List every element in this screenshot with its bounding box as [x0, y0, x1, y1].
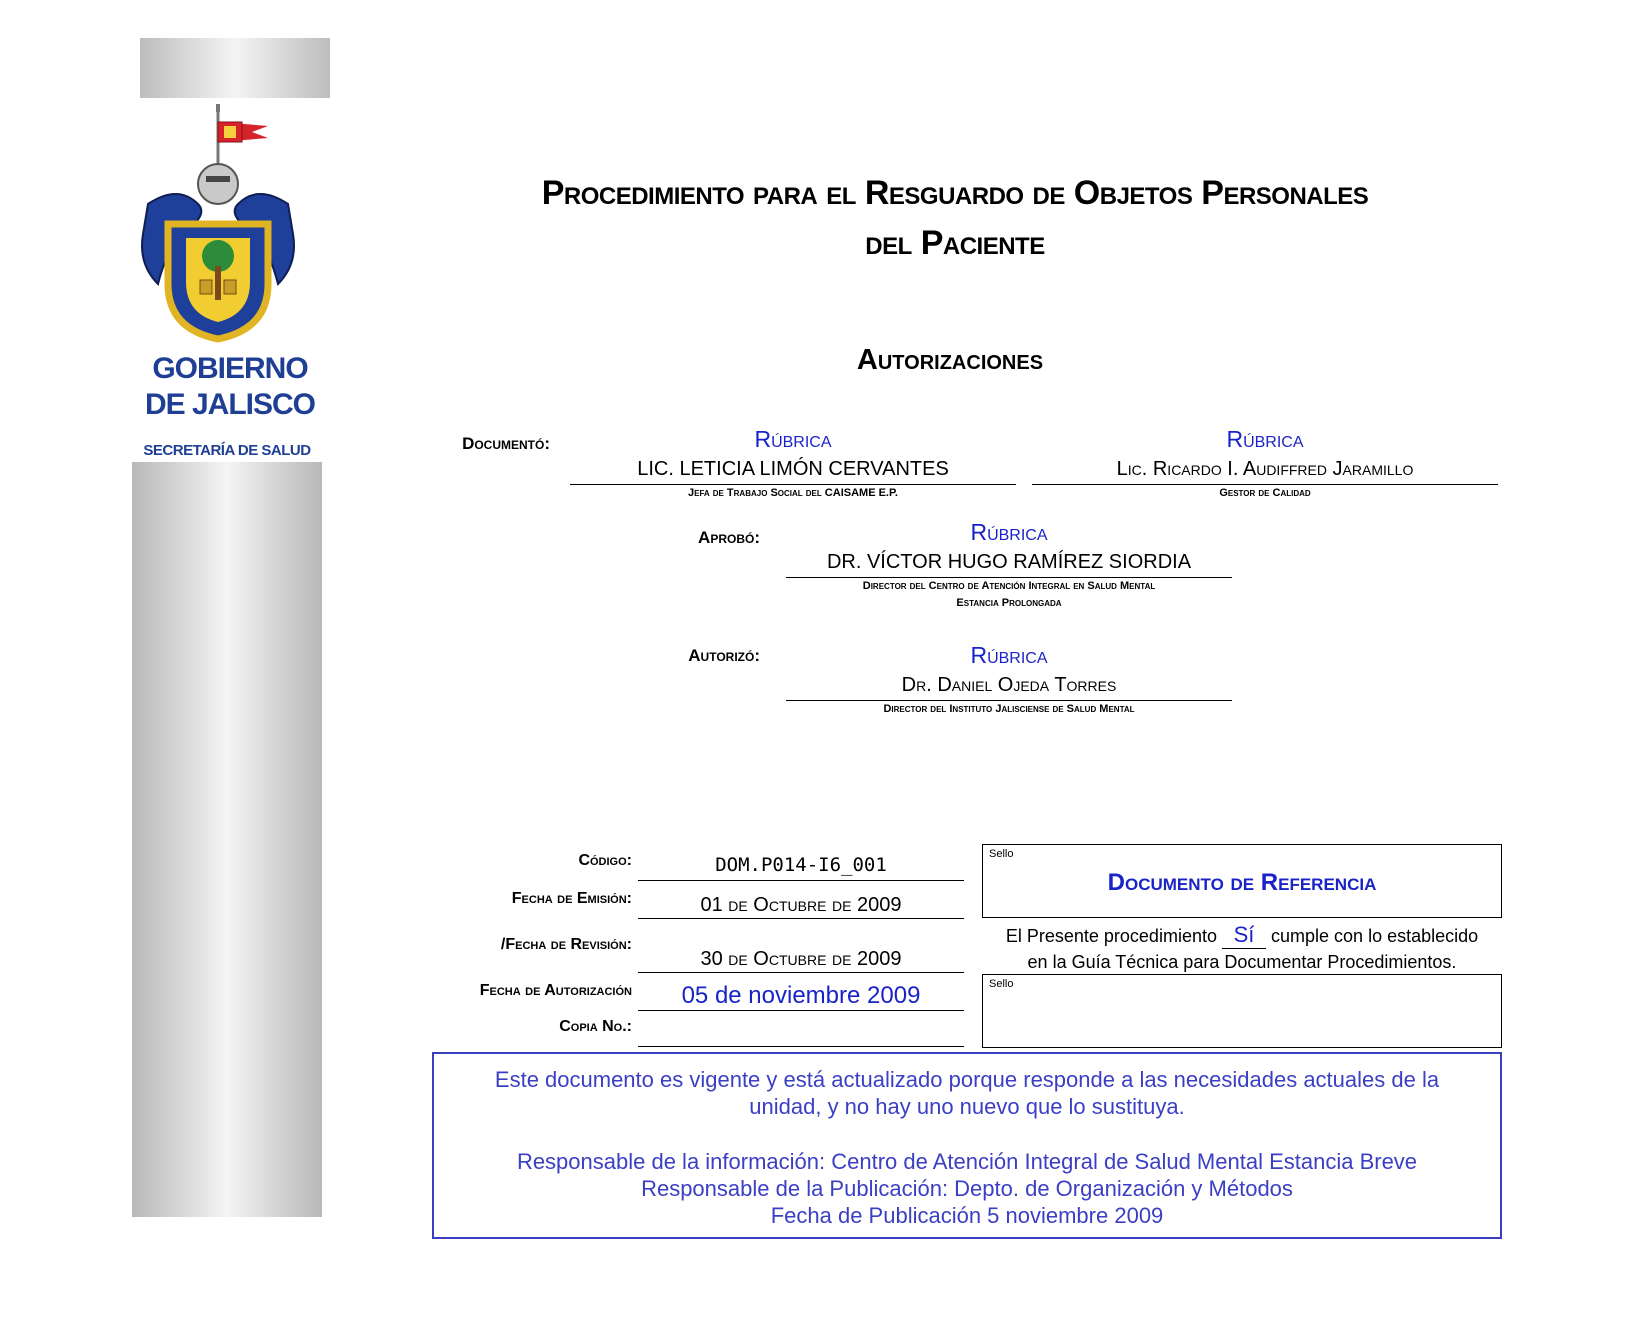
document-title-line2: del Paciente	[865, 224, 1045, 262]
copia-label: Copia No.:	[559, 1018, 632, 1035]
doc1-name: LIC. LETICIA LIMÓN CERVANTES	[570, 458, 1016, 485]
aprobo-name: DR. VÍCTOR HUGO RAMÍREZ SIORDIA	[786, 551, 1232, 578]
sidebar-gradient-column	[132, 462, 322, 1217]
vigencia-notice	[432, 1052, 1502, 1239]
secretaria-label: SECRETARÍA DE SALUD	[143, 442, 311, 459]
documento-label: Documentó:	[462, 434, 550, 453]
autorizo-name: Dr. Daniel Ojeda Torres	[786, 674, 1232, 701]
autorizacion-label: Fecha de Autorización	[479, 982, 632, 999]
revision-label: /Fecha de Revisión:	[500, 936, 632, 953]
codigo-value: DOM.P014-I6_001	[638, 854, 964, 881]
coat-of-arms-logo	[128, 104, 308, 344]
sello-label-2: Sello	[989, 978, 1014, 990]
cumple-line1	[982, 922, 1502, 949]
gobierno-line1: GOBIERNO	[152, 352, 308, 385]
cumple-suffix: cumple con lo establecido	[1271, 926, 1479, 946]
notice-line4: Responsable de la Publicación: Depto. de Organización y Métodos	[641, 1176, 1293, 1201]
aprobo-position-line1: Director del Centro de Atención Integral en Salud Mental	[862, 580, 1156, 592]
notice-line3: Responsable de la información: Centro de Atención Integral de Salud Mental Estancia Breve	[516, 1149, 1418, 1174]
doc1-rubrica: Rúbrica	[754, 426, 832, 452]
sello-box-bottom	[982, 974, 1502, 1048]
gobierno-line2: DE JALISCO	[144, 388, 316, 421]
emision-value: 01 de Octubre de 2009	[638, 894, 964, 919]
doc2-rubrica: Rúbrica	[1226, 426, 1304, 452]
notice-line5: Fecha de Publicación 5 noviembre 2009	[770, 1203, 1164, 1228]
emision-label: Fecha de Emisión:	[511, 890, 632, 907]
aprobo-position-line2: Estancia Prolongada	[956, 597, 1062, 609]
autorizo-label: Autorizó:	[688, 646, 760, 665]
aprobo-label: Aprobó:	[698, 528, 760, 547]
autorizacion-value: 05 de noviembre 2009	[638, 982, 964, 1011]
document-title-line1: Procedimiento para el Resguardo de Objetos Personales	[541, 174, 1369, 212]
doc2-name: Lic. Ricardo I. Audiffred Jaramillo	[1032, 458, 1498, 485]
cumple-prefix: El Presente procedimiento	[1005, 926, 1217, 946]
cumple-line2: en la Guía Técnica para Documentar Procedimientos.	[1027, 952, 1457, 972]
notice-line2: unidad, y no hay uno nuevo que lo sustituya.	[749, 1094, 1185, 1119]
codigo-label: Código:	[578, 852, 632, 869]
notice-line1: Este documento es vigente y está actualizado porque responde a las necesidades actuales de la	[494, 1067, 1440, 1092]
doc2-position: Gestor de Calidad	[1219, 487, 1311, 499]
aprobo-rubrica: Rúbrica	[970, 519, 1048, 545]
sidebar-gradient-top	[140, 38, 330, 98]
copia-value	[638, 1022, 964, 1047]
autorizo-position: Director del Instituto Jalisciense de Salud Mental	[883, 703, 1135, 715]
sello-box-top	[982, 844, 1502, 918]
section-heading: Autorizaciones	[856, 344, 1044, 376]
documento-referencia: Documento de Referencia	[1107, 869, 1377, 896]
autorizo-rubrica: Rúbrica	[970, 642, 1048, 668]
sello-label: Sello	[989, 848, 1014, 860]
revision-value: 30 de Octubre de 2009	[638, 948, 964, 973]
cumple-value: Sí	[1222, 922, 1266, 949]
doc1-position: Jefa de Trabajo Social del CAISAME E.P.	[688, 487, 898, 499]
